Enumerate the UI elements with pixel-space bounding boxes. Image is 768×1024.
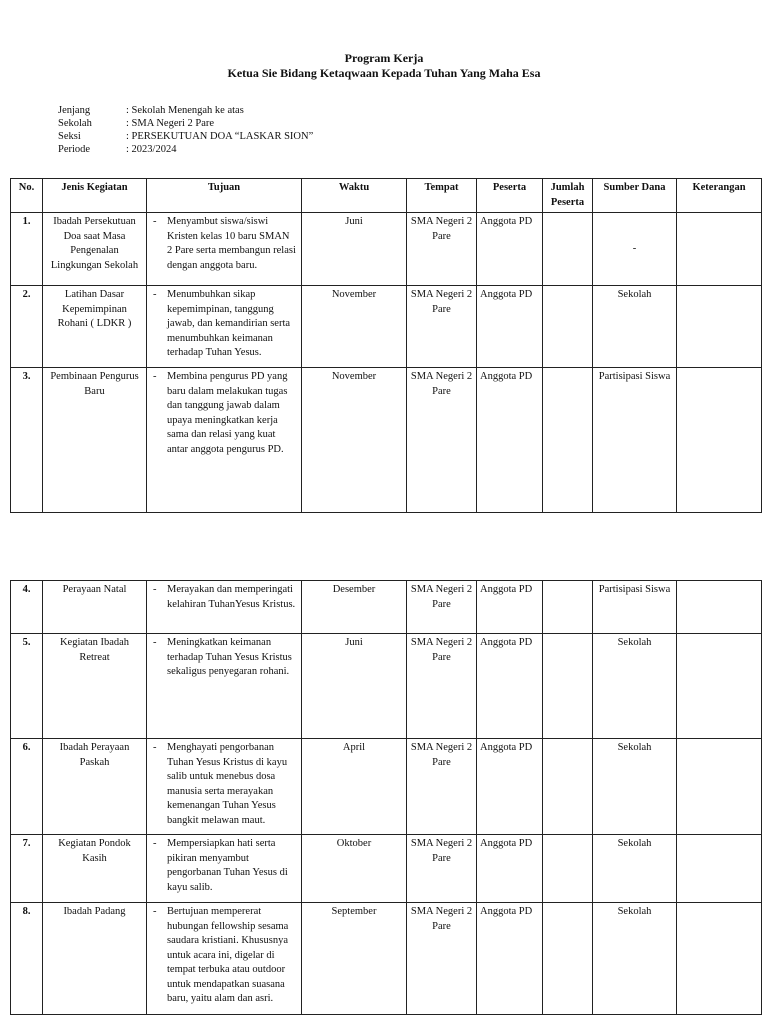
tujuan-text: Mempersiapkan hati serta pikiran menyambut pengorbanan Tuhan Yesus di kayu salib. bbox=[167, 838, 288, 893]
cell-tujuan bbox=[147, 581, 302, 634]
cell-no: 1. bbox=[11, 213, 43, 286]
cell-waktu: November bbox=[302, 368, 407, 513]
tujuan-text: Bertujuan mempererat hubungan fellowship sesama saudara kristiani. Khususnya untuk acara ini, digelar di tempat terbuka atau outdoor untuk mendapatkan suasana baru, yaitu alam dan asri. bbox=[167, 906, 289, 1004]
cell-peserta: Anggota PD bbox=[477, 213, 543, 286]
cell-tempat: SMA Negeri 2 Pare bbox=[407, 581, 477, 634]
cell-sumber-dana: Sekolah bbox=[593, 903, 677, 1015]
cell-sumber-dana: Sekolah bbox=[593, 286, 677, 368]
cell-tempat: SMA Negeri 2 Pare bbox=[407, 835, 477, 903]
table-row bbox=[11, 581, 762, 634]
tujuan-text: Menumbuhkan sikap kepemimpinan, tanggung jawab, dan kemandirian serta menumbuhkan keimanan terhadap Tuhan Yesus. bbox=[167, 289, 291, 358]
cell-waktu: Oktober bbox=[302, 835, 407, 903]
table-row bbox=[11, 903, 762, 1015]
cell-no: 4. bbox=[11, 581, 43, 634]
info-value: : 2023/2024 bbox=[126, 144, 177, 155]
cell-jenis-kegiatan: Ibadah Padang bbox=[43, 903, 147, 1015]
cell-peserta: Anggota PD bbox=[477, 368, 543, 513]
cell-jumlah-peserta bbox=[543, 903, 593, 1015]
tujuan-text: Menyambut siswa/siswi Kristen kelas 10 baru SMAN 2 Pare serta membangun relasi dengan anggota baru. bbox=[167, 216, 296, 271]
info-row-jenjang bbox=[58, 104, 313, 117]
cell-tempat: SMA Negeri 2 Pare bbox=[407, 903, 477, 1015]
info-row-periode bbox=[58, 143, 313, 156]
cell-peserta: Anggota PD bbox=[477, 739, 543, 835]
bullet-dash: - bbox=[153, 216, 157, 227]
bullet-dash: - bbox=[153, 637, 157, 648]
cell-keterangan bbox=[677, 213, 762, 286]
cell-tujuan bbox=[147, 634, 302, 739]
cell-sumber-dana: Partisipasi Siswa bbox=[593, 368, 677, 513]
cell-no: 3. bbox=[11, 368, 43, 513]
cell-jumlah-peserta bbox=[543, 368, 593, 513]
cell-peserta: Anggota PD bbox=[477, 835, 543, 903]
cell-jenis-kegiatan: Ibadah Persekutuan Doa saat Masa Pengenalan Lingkungan Sekolah bbox=[43, 213, 147, 286]
header-no: No. bbox=[11, 179, 43, 213]
cell-tempat: SMA Negeri 2 Pare bbox=[407, 634, 477, 739]
cell-no: 8. bbox=[11, 903, 43, 1015]
cell-waktu: Desember bbox=[302, 581, 407, 634]
bullet-dash: - bbox=[153, 289, 157, 300]
header-jenis-kegiatan: Jenis Kegiatan bbox=[43, 179, 147, 213]
cell-tempat: SMA Negeri 2 Pare bbox=[407, 286, 477, 368]
cell-jumlah-peserta bbox=[543, 835, 593, 903]
cell-jumlah-peserta bbox=[543, 739, 593, 835]
table-row bbox=[11, 286, 762, 368]
cell-tempat: SMA Negeri 2 Pare bbox=[407, 368, 477, 513]
program-table-page-1 bbox=[10, 178, 762, 513]
info-value: : PERSEKUTUAN DOA “LASKAR SION” bbox=[126, 131, 314, 142]
cell-tujuan bbox=[147, 835, 302, 903]
cell-no: 2. bbox=[11, 286, 43, 368]
bullet-dash: - bbox=[153, 371, 157, 382]
cell-keterangan bbox=[677, 286, 762, 368]
cell-keterangan bbox=[677, 903, 762, 1015]
info-label: Jenjang bbox=[58, 105, 91, 116]
table-row bbox=[11, 739, 762, 835]
cell-keterangan bbox=[677, 581, 762, 634]
cell-peserta: Anggota PD bbox=[477, 903, 543, 1015]
cell-keterangan bbox=[677, 368, 762, 513]
cell-tempat: SMA Negeri 2 Pare bbox=[407, 213, 477, 286]
tujuan-text: Merayakan dan memperingati kelahiran TuhanYesus Kristus. bbox=[167, 584, 296, 610]
bullet-dash: - bbox=[153, 838, 157, 849]
bullet-dash: - bbox=[153, 584, 157, 595]
header-tujuan: Tujuan bbox=[147, 179, 302, 213]
tujuan-text: Meningkatkan keimanan terhadap Tuhan Yesus Kristus sekaligus penyegaran rohani. bbox=[167, 637, 292, 677]
info-value: : SMA Negeri 2 Pare bbox=[126, 118, 215, 129]
header-sumber-dana: Sumber Dana bbox=[593, 179, 677, 213]
cell-sumber-dana: Sekolah bbox=[593, 634, 677, 739]
cell-jenis-kegiatan: Ibadah Perayaan Paskah bbox=[43, 739, 147, 835]
info-label: Periode bbox=[58, 144, 91, 155]
info-value: : Sekolah Menengah ke atas bbox=[126, 105, 244, 116]
document-title: Program Kerja bbox=[344, 51, 424, 65]
tujuan-text: Membina pengurus PD yang baru dalam melakukan tugas dan tanggung jawab dalam upaya meningkatkan kerja sama dan relasi yang kuat antar anggota pengurus PD. bbox=[167, 371, 288, 455]
cell-jenis-kegiatan: Kegiatan Pondok Kasih bbox=[43, 835, 147, 903]
info-row-sekolah bbox=[58, 117, 313, 130]
cell-peserta: Anggota PD bbox=[477, 634, 543, 739]
cell-jenis-kegiatan: Latihan Dasar Kepemimpinan Rohani ( LDKR ) bbox=[43, 286, 147, 368]
table-header-row bbox=[11, 179, 762, 213]
header-jumlah-peserta: Jumlah Peserta bbox=[543, 179, 593, 213]
bullet-dash: - bbox=[153, 742, 157, 753]
tujuan-text: Menghayati pengorbanan Tuhan Yesus Kristus di kayu salib untuk menebus dosa manusia serta merayakan kemenangan Tuhan Yesus bangkit melawan maut. bbox=[167, 742, 288, 826]
cell-waktu: Juni bbox=[302, 213, 407, 286]
cell-sumber-dana: Sekolah bbox=[593, 835, 677, 903]
cell-no: 5. bbox=[11, 634, 43, 739]
cell-sumber-dana: Partisipasi Siswa bbox=[593, 581, 677, 634]
cell-waktu: November bbox=[302, 286, 407, 368]
cell-keterangan bbox=[677, 634, 762, 739]
header-tempat: Tempat bbox=[407, 179, 477, 213]
program-table-page-2 bbox=[10, 580, 762, 1015]
cell-sumber-dana: Sekolah bbox=[593, 739, 677, 835]
cell-tujuan bbox=[147, 739, 302, 835]
cell-keterangan bbox=[677, 739, 762, 835]
cell-jenis-kegiatan: Kegiatan Ibadah Retreat bbox=[43, 634, 147, 739]
cell-tujuan bbox=[147, 286, 302, 368]
info-row-seksi bbox=[58, 130, 313, 143]
table-row bbox=[11, 213, 762, 286]
cell-jumlah-peserta bbox=[543, 581, 593, 634]
document-subtitle: Ketua Sie Bidang Ketaqwaan Kepada Tuhan Yang Maha Esa bbox=[227, 66, 541, 80]
cell-no: 6. bbox=[11, 739, 43, 835]
cell-tujuan bbox=[147, 903, 302, 1015]
cell-no: 7. bbox=[11, 835, 43, 903]
info-label: Sekolah bbox=[58, 118, 92, 129]
bullet-dash: - bbox=[153, 906, 157, 917]
header-peserta: Peserta bbox=[477, 179, 543, 213]
header-keterangan: Keterangan bbox=[677, 179, 762, 213]
cell-peserta: Anggota PD bbox=[477, 581, 543, 634]
cell-waktu: April bbox=[302, 739, 407, 835]
table-row bbox=[11, 634, 762, 739]
cell-tujuan bbox=[147, 213, 302, 286]
cell-jumlah-peserta bbox=[543, 634, 593, 739]
info-label: Seksi bbox=[58, 131, 81, 142]
cell-jenis-kegiatan: Pembinaan Pengurus Baru bbox=[43, 368, 147, 513]
info-block bbox=[58, 104, 313, 156]
cell-jumlah-peserta bbox=[543, 213, 593, 286]
cell-tujuan bbox=[147, 368, 302, 513]
table-row bbox=[11, 835, 762, 903]
cell-jenis-kegiatan: Perayaan Natal bbox=[43, 581, 147, 634]
cell-sumber-dana: - bbox=[593, 213, 677, 286]
cell-waktu: September bbox=[302, 903, 407, 1015]
cell-keterangan bbox=[677, 835, 762, 903]
cell-waktu: Juni bbox=[302, 634, 407, 739]
cell-peserta: Anggota PD bbox=[477, 286, 543, 368]
header-waktu: Waktu bbox=[302, 179, 407, 213]
cell-jumlah-peserta bbox=[543, 286, 593, 368]
cell-tempat: SMA Negeri 2 Pare bbox=[407, 739, 477, 835]
table-row bbox=[11, 368, 762, 513]
